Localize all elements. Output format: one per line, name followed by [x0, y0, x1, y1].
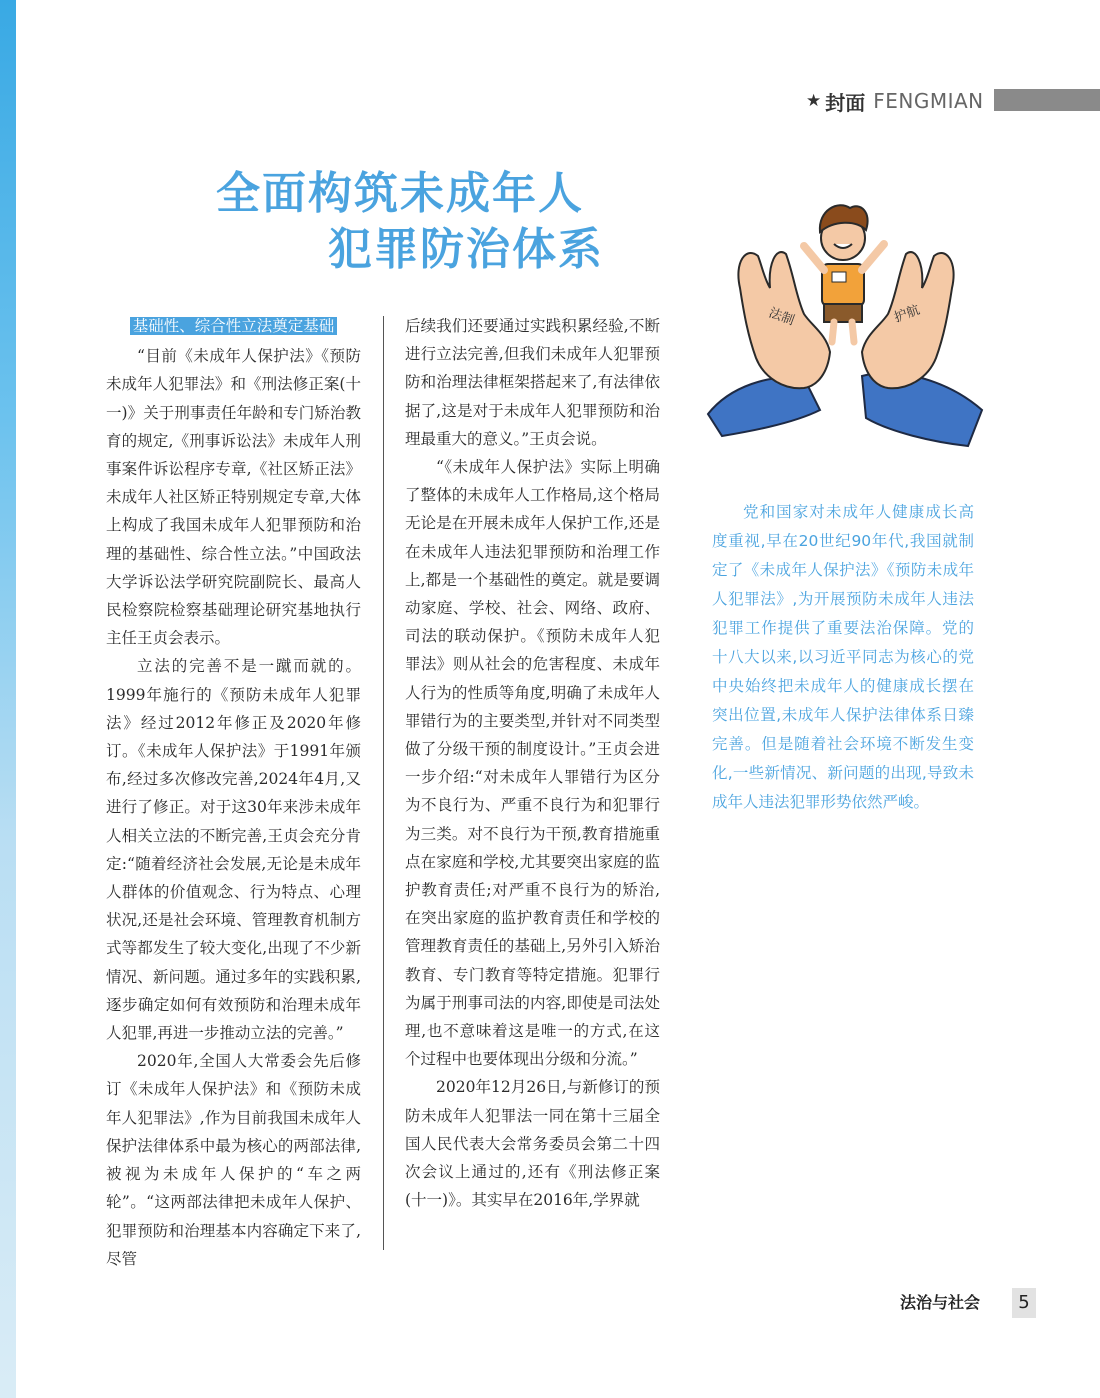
- child-shorts: [824, 304, 862, 322]
- child-left-leg: [832, 322, 834, 342]
- paragraph: “《未成年人保护法》实际上明确了整体的未成年人工作格局,这个格局无论是在开展未成年人保护工作,还是在未成年人违法犯罪预防和治理工作上,都是一个基础性的奠定。就是要调动家庭、学校、社会、网络、政府、司法的联动保护。《预防未成年人犯罪法》则从社会的危害程度、未成年人行为的性质等角度,明确了未成年人罪错行为的主要类型,并针对不同类型做了分级干预的制度设计。”王贞会进一步介绍:“对未成年人罪错行为区分为不良行为、严重不良行为和犯罪行为三类。对不良行为干预,教育措施重点在家庭和学校,尤其要突出家庭的监护教育责任;对严重不良行为的矫治,在突出家庭的监护教育责任和学校的管理教育责任的基础上,另外引入矫治教育、专门教育等特定措施。犯罪行为属于刑事司法的内容,即使是司法处理,也不意味着这是唯一的方式,在这个过程中也要体现出分级和分流。”: [405, 458, 660, 1069]
- header-bar: [994, 89, 1100, 111]
- sidebar-quote: [712, 498, 974, 817]
- section-subhead: 基础性、综合性立法奠定基础: [106, 312, 361, 340]
- child-left-arm: [804, 246, 824, 270]
- page-number: 5: [1012, 1288, 1036, 1318]
- left-edge-strip: [0, 0, 16, 1398]
- section-header: [806, 86, 984, 116]
- child-shirt: [822, 264, 864, 306]
- paragraph: 后续我们还要通过实践积累经验,不断进行立法完善,但我们未成年人犯罪预防和治理法律框架搭起来了,有法律依据了,这是对于未成年人犯罪预防和治理最重大的意义。”王贞会说。: [405, 317, 660, 448]
- hand-label-left: 法制: [766, 305, 797, 329]
- magazine-name: 法治与社会: [900, 1293, 981, 1312]
- hand-label-right: 护航: [892, 302, 922, 326]
- sidebar-text: 党和国家对未成年人健康成长高度重视,早在20世纪90年代,我国就制定了《未成年人保护法》《预防未成年人犯罪法》,为开展预防未成年人违法犯罪工作提供了重要法治保障。党的十八大以来,以习近平同志为核心的党中央始终把未成年人的健康成长摆在突出位置,未成年人保护法律体系日臻完善。但是随着社会环境不断发生变化,一些新情况、新问题的出现,导致未成年人违法犯罪形势依然严峻。: [712, 503, 974, 811]
- paragraph: “目前《未成年人保护法》《预防未成年人犯罪法》和《刑法修正案(十一)》关于刑事责任年龄和专门矫治教育的规定,《刑事诉讼法》未成年人刑事案件诉讼程序专章,《社区矫正法》未成年人社区矫正特别规定专章,大体上构成了我国未成年人犯罪预防和治理的基础性、综合性立法。”中国政法大学诉讼法学研究院副院长、最高人民检察院检察基础理论研究基地执行主任王贞会表示。: [106, 347, 361, 648]
- paragraph: 2020年,全国人大常委会先后修订《未成年人保护法》和《预防未成年人犯罪法》,作为目前我国未成年人保护法律体系中最为核心的两部法律,被视为未成年人保护的“车之两轮”。“这两部法律把未成年人保护、犯罪预防和治理基本内容确定下来了,尽管: [106, 1052, 361, 1268]
- child-right-arm: [862, 244, 884, 270]
- article-title: [190, 166, 610, 278]
- text-column-1: [106, 312, 361, 1273]
- paragraph: 2020年12月26日,与新修订的预防未成年人犯罪法一同在第十三届全国人民代表大会常务委员会第二十四次会议上通过的,还有《刑法修正案(十一)》。其实早在2016年,学界就: [405, 1078, 660, 1210]
- name-tag: [832, 272, 846, 282]
- star-icon: ★: [806, 91, 822, 111]
- column-divider: [383, 316, 384, 1250]
- child-right-leg: [852, 322, 854, 342]
- section-name-en: FENGMIAN: [873, 89, 984, 113]
- paragraph: 立法的完善不是一蹴而就的。1999年施行的《预防未成年人犯罪法》经过2012年修正及2020年修订。《未成年人保护法》于1991年颁布,经过多次修改完善,2024年4月,又进行了修正。对于这30年来涉未成年人相关立法的不断完善,王贞会充分肯定:“随着经济社会发展,无论是未成年人群体的价值观念、行为特点、心理状况,还是社会环境、管理教育机制方式等都发生了较大变化,出现了不少新情况、新问题。通过多年的实践积累,逐步确定如何有效预防和治理未成年人犯罪,再进一步推动立法的完善。”: [106, 657, 361, 1043]
- hands-child-illustration: [700, 196, 990, 456]
- section-name-cn: 封面: [825, 90, 866, 115]
- title-line-2: 犯罪防治体系: [328, 224, 604, 275]
- title-line-1: 全面构筑未成年人: [216, 168, 584, 219]
- text-column-2: [405, 312, 660, 1215]
